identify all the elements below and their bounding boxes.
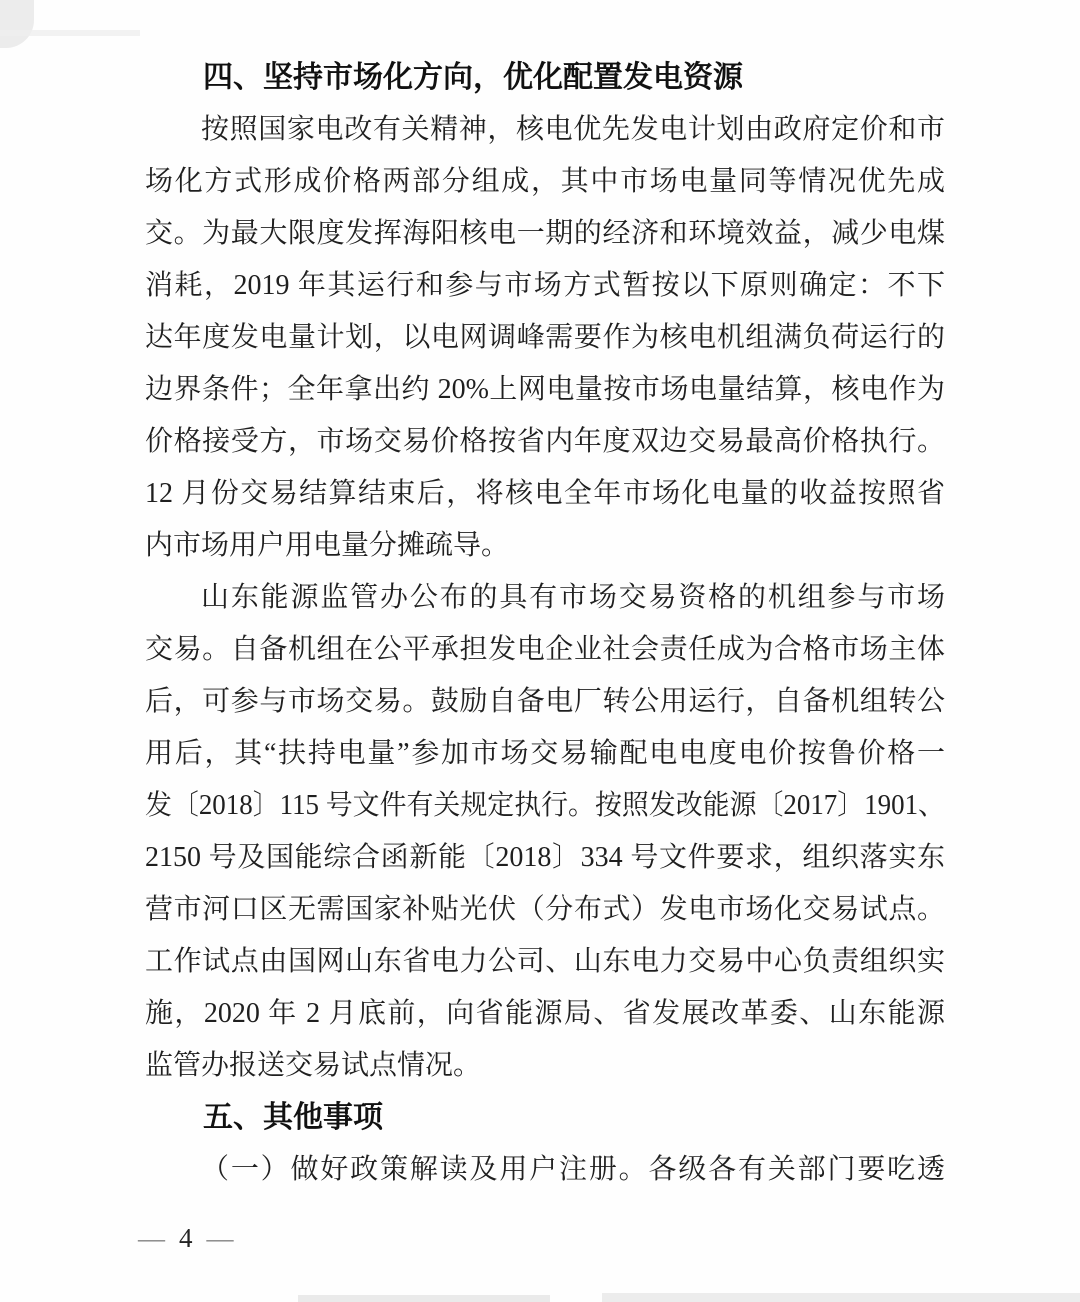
scan-artifact bbox=[0, 30, 140, 36]
paragraph-line: 内市场用户用电量分摊疏导。 bbox=[145, 530, 510, 561]
scan-artifact bbox=[0, 0, 34, 48]
paragraph-line: （一）做好政策解读及用户注册。各级各有关部门要吃透 bbox=[201, 1154, 945, 1185]
section-heading-five: 五、其他事项 bbox=[203, 1101, 383, 1134]
page-number bbox=[138, 1214, 234, 1262]
paragraph-line: 后，可参与市场交易。鼓励自备电厂转公用运行，自备机组转公 bbox=[145, 686, 945, 717]
paragraph-line: 监管办报送交易试点情况。 bbox=[145, 1050, 482, 1081]
paragraph-line: 按照国家电改有关精神，核电优先发电计划由政府定价和市 bbox=[201, 114, 945, 145]
document-content bbox=[145, 52, 945, 1196]
paragraph-line: 用后，其“扶持电量”参加市场交易输配电电度电价按鲁价格一 bbox=[145, 738, 945, 769]
paragraph-line: 工作试点由国网山东省电力公司、山东电力交易中心负责组织实 bbox=[145, 946, 945, 977]
page-number-dash: — bbox=[206, 1223, 234, 1253]
page-number-value: 4 bbox=[179, 1223, 193, 1253]
paragraph-line: 价格接受方，市场交易价格按省内年度双边交易最高价格执行。 bbox=[145, 426, 945, 457]
paragraph-line: 场化方式形成价格两部分组成，其中市场电量同等情况优先成 bbox=[145, 166, 945, 197]
paragraph-line: 营市河口区无需国家补贴光伏（分布式）发电市场化交易试点。 bbox=[145, 894, 945, 925]
paragraph-line: 12 月份交易结算结束后，将核电全年市场化电量的收益按照省 bbox=[145, 478, 945, 509]
paragraph-line: 山东能源监管办公布的具有市场交易资格的机组参与市场 bbox=[201, 582, 945, 613]
paragraph-line: 2150 号及国能综合函新能〔2018〕334 号文件要求，组织落实东 bbox=[145, 842, 945, 873]
paragraph-line: 交易。自备机组在公平承担发电企业社会责任成为合格市场主体 bbox=[145, 634, 945, 665]
section-heading-four: 四、坚持市场化方向，优化配置发电资源 bbox=[203, 61, 743, 94]
paragraph-line: 施，2020 年 2 月底前，向省能源局、省发展改革委、山东能源 bbox=[145, 998, 945, 1029]
paragraph-line: 消耗，2019 年其运行和参与市场方式暂按以下原则确定：不下 bbox=[145, 270, 945, 301]
paragraph-line: 边界条件；全年拿出约 20%上网电量按市场电量结算，核电作为 bbox=[145, 374, 945, 405]
paragraph-line: 达年度发电量计划，以电网调峰需要作为核电机组满负荷运行的 bbox=[145, 322, 945, 353]
page-number-dash: — bbox=[138, 1223, 165, 1253]
scan-artifact bbox=[298, 1295, 550, 1302]
scan-artifact bbox=[602, 1293, 1080, 1302]
paragraph-line: 交。为最大限度发挥海阳核电一期的经济和环境效益，减少电煤 bbox=[145, 218, 945, 249]
paragraph-line: 发〔2018〕115 号文件有关规定执行。按照发改能源〔2017〕1901、 bbox=[145, 790, 945, 821]
